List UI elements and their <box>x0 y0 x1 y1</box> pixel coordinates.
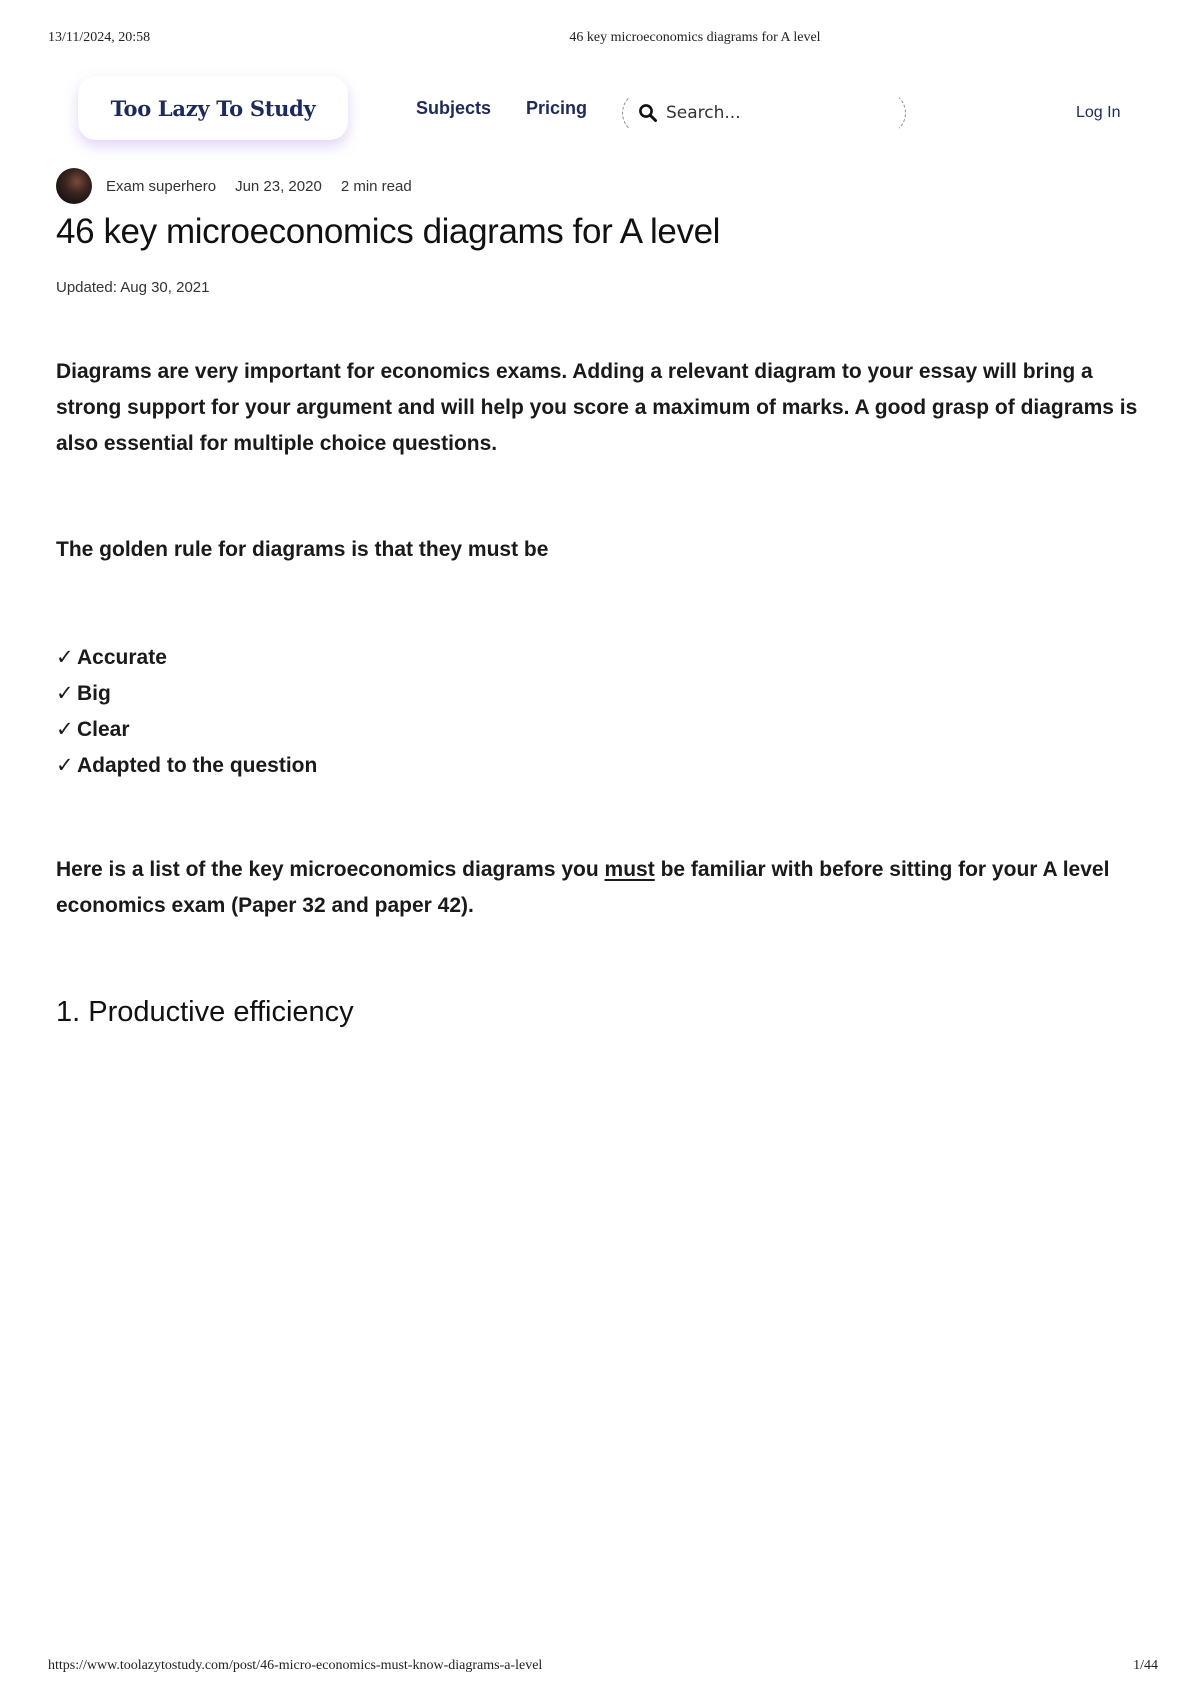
login-link[interactable]: Log In <box>1076 104 1121 121</box>
author-name[interactable]: Exam superhero <box>106 177 217 195</box>
list-item-label: Big <box>77 682 111 705</box>
list-item <box>56 712 317 748</box>
list-item <box>56 676 317 712</box>
check-icon: ✓ <box>56 754 74 777</box>
print-page-number: 1/44 <box>1133 1658 1158 1673</box>
article-title: 46 key microeconomics diagrams for A level <box>56 212 721 251</box>
must-emphasis: must <box>604 858 655 881</box>
search-input[interactable] <box>666 103 876 123</box>
read-time: 2 min read <box>340 177 412 195</box>
checklist <box>56 640 317 784</box>
list-intro-text-end: be familiar with before sitting for your A level economics exam (Paper 32 and paper 42). <box>56 858 1110 917</box>
site-logo-text: Too Lazy To Study <box>110 95 316 121</box>
list-intro-text: Here is a list of the key microeconomics diagrams you <box>56 858 605 881</box>
list-item-label: Clear <box>77 718 130 741</box>
intro-paragraph: Diagrams are very important for economics exams. Adding a relevant diagram to your essay will bring a strong support for your argument and will help you score a maximum of marks. A good grasp of diagrams is also essential for multiple choice questions. <box>56 360 1138 455</box>
golden-rule-paragraph: The golden rule for diagrams is that they must be <box>56 538 549 561</box>
print-url: https://www.toolazytostudy.com/post/46-micro-economics-must-know-diagrams-a-level <box>48 1658 543 1673</box>
nav-link-subjects[interactable]: Subjects <box>416 98 492 118</box>
search-icon[interactable] <box>638 103 658 123</box>
updated-date: Updated: Aug 30, 2021 <box>56 279 210 296</box>
post-meta <box>56 168 412 204</box>
search-bar[interactable] <box>622 91 906 135</box>
list-item <box>56 748 317 784</box>
section-heading: 1. Productive efficiency <box>56 996 354 1028</box>
print-datetime: 13/11/2024, 20:58 <box>48 30 151 45</box>
list-item <box>56 640 317 676</box>
author-avatar[interactable] <box>56 168 92 204</box>
list-intro-paragraph <box>56 852 1146 924</box>
list-item-label: Adapted to the question <box>77 754 318 777</box>
nav-link-pricing[interactable]: Pricing <box>526 98 588 118</box>
check-icon: ✓ <box>56 718 74 741</box>
site-logo[interactable] <box>78 76 348 140</box>
print-doc-title: 46 key microeconomics diagrams for A level <box>569 30 821 45</box>
check-icon: ✓ <box>56 646 74 669</box>
check-icon: ✓ <box>56 682 74 705</box>
post-date: Jun 23, 2020 <box>235 177 322 195</box>
list-item-label: Accurate <box>77 646 167 669</box>
